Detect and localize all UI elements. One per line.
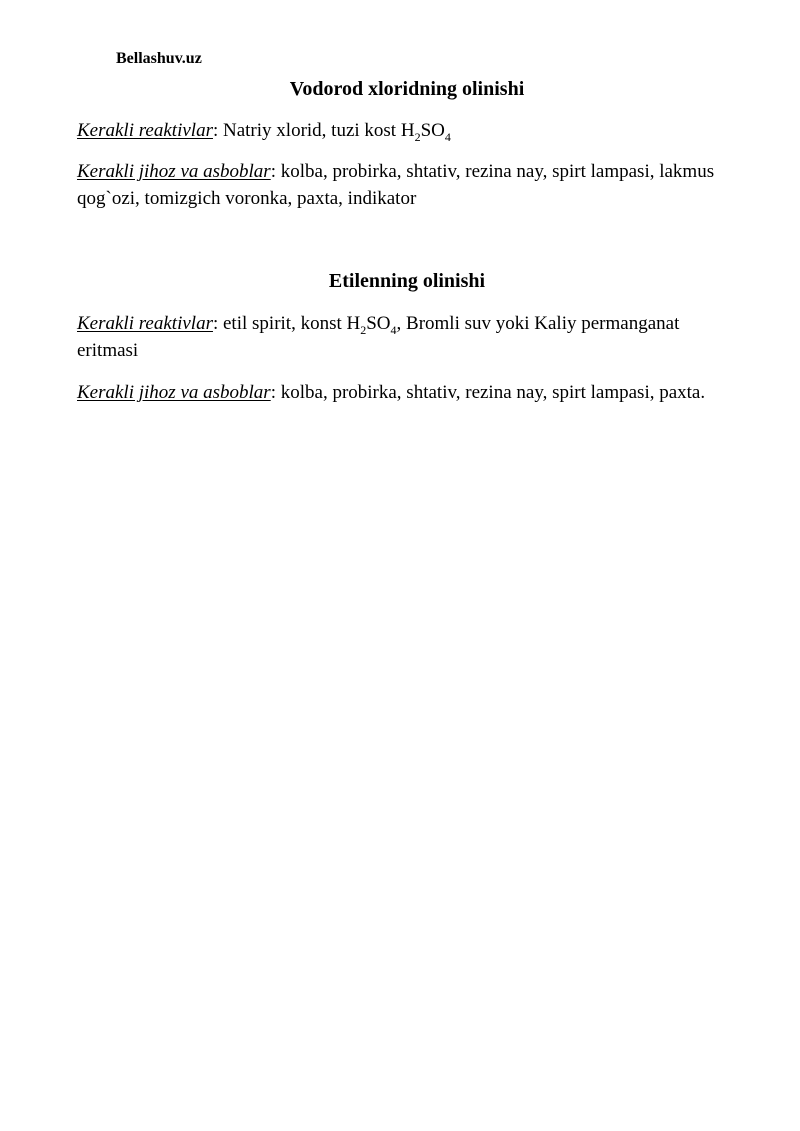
equipment-label: Kerakli jihoz va asboblar	[77, 161, 271, 182]
subscript: 4	[444, 129, 451, 144]
reagents-text: : etil spirit, konst H	[212, 313, 361, 334]
section-title: Etilenning olinishi	[328, 270, 486, 292]
reagents-text: : Natriy xlorid, tuzi kost H	[212, 120, 415, 141]
reagents-paragraph	[77, 310, 737, 364]
section-ethylene	[77, 268, 737, 406]
equipment-text: : kolba, probirka, shtativ, rezina nay, spirt lampasi, paxta.	[270, 382, 706, 403]
reagents-label: Kerakli reaktivlar	[77, 313, 213, 334]
reagents-label: Kerakli reaktivlar	[77, 120, 213, 141]
equipment-label: Kerakli jihoz va asboblar	[77, 382, 271, 403]
equipment-paragraph	[77, 379, 737, 406]
subscript: 2	[360, 322, 367, 337]
section-hydrogen-chloride	[77, 76, 737, 212]
reagents-formula: SO	[420, 120, 445, 141]
reagents-paragraph	[77, 117, 737, 144]
subscript: 4	[390, 322, 397, 337]
subscript: 2	[414, 129, 421, 144]
site-name: Bellashuv.uz	[116, 50, 202, 67]
equipment-text: : kolba, probirka, shtativ, rezina nay, spirt lampasi, lakmus qog`ozi, tomizgich voronka, paxta, indikator	[77, 161, 715, 209]
reagents-formula: SO	[366, 313, 391, 334]
section-title: Vodorod xloridning olinishi	[289, 78, 525, 100]
reagents-text-after: , Bromli suv yoki Kaliy permanganat eritmasi	[77, 313, 680, 361]
equipment-paragraph	[77, 158, 737, 212]
